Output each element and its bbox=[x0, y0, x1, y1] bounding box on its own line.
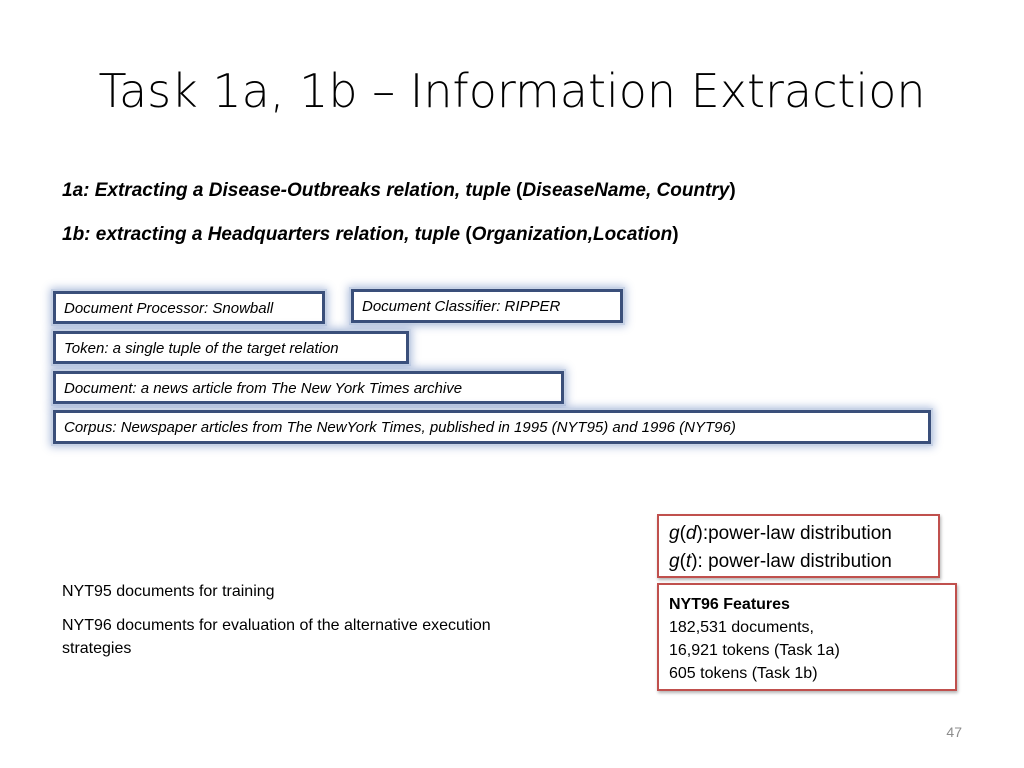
task-1a-open-paren: ( bbox=[516, 180, 523, 201]
task-1b-args: Organization,Location bbox=[471, 224, 673, 245]
task-1b-line bbox=[62, 224, 679, 246]
task-1a-line bbox=[62, 180, 736, 202]
distribution-arg-1: d bbox=[685, 523, 697, 544]
document-processor-box: Document Processor: Snowball bbox=[53, 291, 325, 324]
features-title: NYT96 Features bbox=[669, 596, 790, 613]
distribution-text-2: : power-law distribution bbox=[697, 551, 892, 572]
features-line: 16,921 tokens (Task 1a) bbox=[669, 642, 840, 659]
distribution-fn-1: g bbox=[669, 523, 680, 544]
distribution-line-documents: g(d):power-law distribution bbox=[669, 523, 892, 544]
distribution-box bbox=[657, 514, 940, 578]
nyt96-evaluation-note: NYT96 documents for evaluation of the alternative execution strategies bbox=[62, 617, 491, 657]
corpus-definition-box: Corpus: Newspaper articles from The NewYork Times, published in 1995 (NYT95) and 1996 (NYT96) bbox=[53, 410, 931, 444]
task-1a-close-paren: ) bbox=[729, 180, 736, 201]
distribution-arg-2: t bbox=[685, 551, 692, 572]
document-classifier-box: Document Classifier: RIPPER bbox=[351, 289, 623, 323]
features-line: 182,531 documents, bbox=[669, 619, 814, 636]
document-definition-box: Document: a news article from The New York Times archive bbox=[53, 371, 564, 404]
task-1b-prefix: 1b: extracting a Headquarters relation, tuple bbox=[62, 224, 466, 245]
features-line: 605 tokens (Task 1b) bbox=[669, 665, 818, 682]
distribution-fn-2: g bbox=[669, 551, 680, 572]
task-1b-open-paren: ( bbox=[465, 224, 472, 245]
nyt96-features-box bbox=[657, 583, 957, 691]
task-1a-prefix: 1a: Extracting a Disease-Outbreaks relation, tuple bbox=[62, 180, 517, 201]
slide-title: Task 1a, 1b – Information Extraction bbox=[98, 64, 926, 118]
distribution-line-tokens: g(t): power-law distribution bbox=[669, 551, 892, 572]
distribution-text-1: :power-law distribution bbox=[702, 523, 892, 544]
task-1a-args: DiseaseName, Country bbox=[522, 180, 730, 201]
token-definition-box: Token: a single tuple of the target relation bbox=[53, 331, 409, 364]
page-number: 47 bbox=[946, 724, 962, 740]
nyt95-training-note: NYT95 documents for training bbox=[62, 583, 275, 600]
task-1b-close-paren: ) bbox=[672, 224, 679, 245]
